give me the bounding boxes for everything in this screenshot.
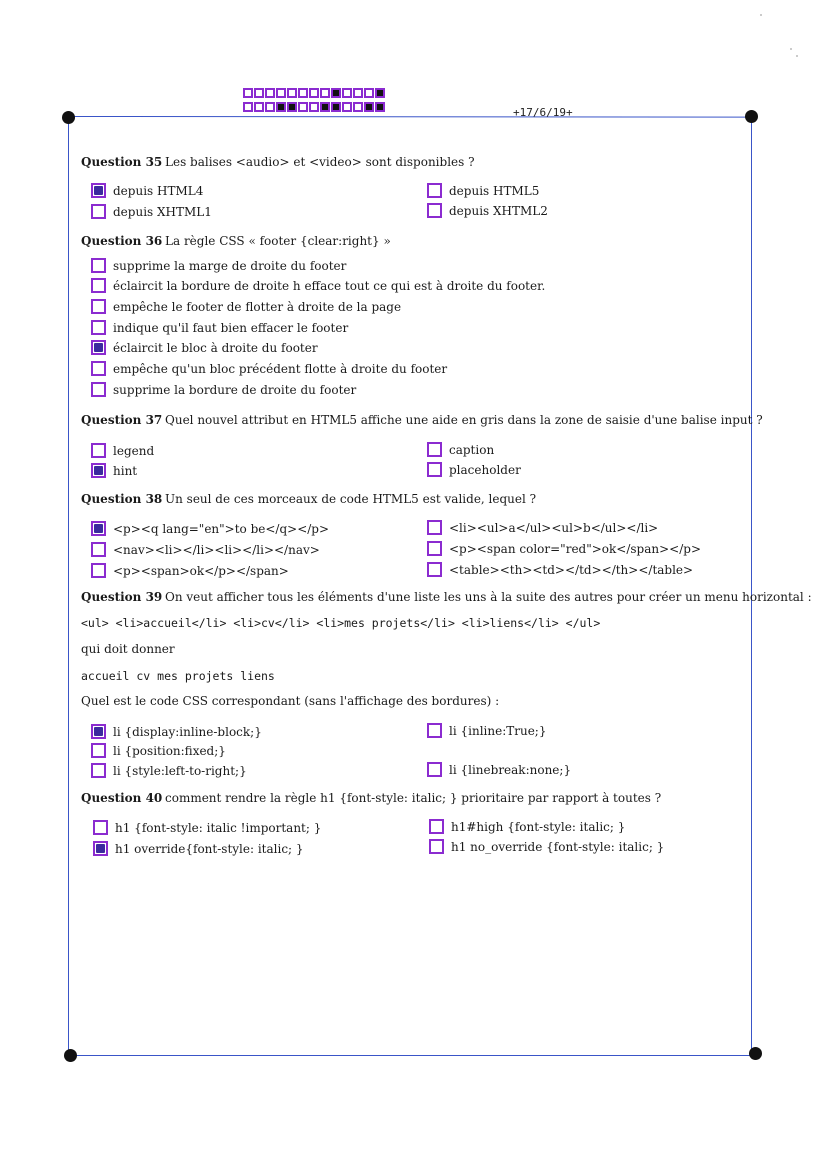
q38-option-4[interactable]: [427, 541, 701, 556]
option-label: depuis XHTML1: [113, 204, 212, 219]
id-code-row-2: [243, 102, 385, 112]
option-label: <p><span color="red">ok</span></p>: [449, 541, 701, 556]
id-code-box: [276, 88, 286, 98]
option-label: depuis XHTML2: [449, 203, 548, 218]
q35-option-1[interactable]: [91, 183, 203, 198]
checkbox[interactable]: [91, 204, 106, 219]
frame-right: [751, 117, 752, 1055]
id-code-box: [265, 88, 275, 98]
option-label: éclaircit le bloc à droite du footer: [113, 340, 318, 355]
q38-option-5[interactable]: [91, 563, 289, 578]
checkbox[interactable]: [427, 183, 442, 198]
id-code-box: [287, 88, 297, 98]
q40-option-3[interactable]: [93, 841, 304, 856]
question-36-heading: [81, 234, 391, 248]
id-code-box: [331, 102, 341, 112]
checkbox[interactable]: [91, 463, 106, 478]
q38-option-6[interactable]: [427, 562, 693, 577]
question-39-heading: [81, 590, 812, 604]
question-38-heading: [81, 492, 536, 506]
question-text: Les balises <audio> et <video> sont disponibles ?: [165, 155, 475, 169]
id-code-box: [320, 88, 330, 98]
id-code-box: [298, 102, 308, 112]
id-code-box: [243, 88, 253, 98]
option-label: empêche le footer de flotter à droite de la page: [113, 299, 402, 314]
question-text: On veut afficher tous les éléments d'une liste les uns à la suite des autres pour créer un menu horizontal :: [165, 590, 812, 604]
id-code-box: [254, 102, 264, 112]
option-label: li {style:left-to-right;}: [113, 763, 247, 778]
q40-option-2[interactable]: [429, 819, 625, 834]
option-label: supprime la bordure de droite du footer: [113, 382, 357, 397]
option-label: éclaircit la bordure de droite h efface tout ce qui est à droite du footer.: [113, 278, 546, 293]
checkbox[interactable]: [427, 541, 442, 556]
option-label: h1 no_override {font-style: italic; }: [451, 839, 665, 854]
q37-option-2[interactable]: [427, 442, 494, 457]
id-code-box: [287, 102, 297, 112]
q35-option-4[interactable]: [427, 203, 548, 218]
option-label: li {position:fixed;}: [113, 743, 226, 758]
checkbox[interactable]: [91, 724, 106, 739]
checkbox[interactable]: [427, 562, 442, 577]
id-code-box: [375, 102, 385, 112]
id-code-box: [353, 102, 363, 112]
q37-option-4[interactable]: [427, 462, 521, 477]
q36-option-1[interactable]: [91, 258, 346, 273]
frame-left: [68, 118, 69, 1056]
frame-bottom: [70, 1055, 756, 1056]
checkbox[interactable]: [91, 299, 106, 314]
question-instruction: Quel est le code CSS correspondant (sans l'affichage des bordures) :: [81, 694, 500, 708]
checkbox[interactable]: [91, 340, 106, 355]
checkbox[interactable]: [91, 320, 106, 335]
id-code-box: [309, 102, 319, 112]
id-code-box: [320, 102, 330, 112]
question-number: Question 35: [81, 155, 163, 169]
option-label: h1 {font-style: italic !important; }: [115, 820, 322, 835]
id-code-box: [342, 102, 352, 112]
scan-speck: [760, 14, 762, 16]
scan-speck: [790, 48, 792, 50]
checkbox[interactable]: [91, 382, 106, 397]
q35-option-2[interactable]: [427, 183, 539, 198]
option-label: empêche qu'un bloc précédent flotte à droite du footer: [113, 361, 448, 376]
question-text: comment rendre la règle h1 {font-style: italic; } prioritaire par rapport à toutes ?: [165, 791, 662, 805]
option-label: indique qu'il faut bien effacer le footer: [113, 320, 349, 335]
checkbox[interactable]: [91, 278, 106, 293]
id-code-box: [375, 88, 385, 98]
corner-mark-bottom-right: [749, 1047, 762, 1060]
corner-mark-top-right: [745, 110, 758, 123]
option-label: h1#high {font-style: italic; }: [451, 819, 626, 834]
id-code-box: [309, 88, 319, 98]
scan-speck: [796, 55, 798, 57]
option-label: placeholder: [449, 462, 521, 477]
option-label: supprime la marge de droite du footer: [113, 258, 347, 273]
checkbox[interactable]: [91, 183, 106, 198]
option-label: <nav><li></li><li></li></nav>: [113, 542, 320, 557]
checkbox[interactable]: [427, 762, 442, 777]
question-instruction: qui doit donner: [81, 642, 175, 656]
checkbox[interactable]: [91, 258, 106, 273]
q38-option-3[interactable]: [91, 542, 320, 557]
checkbox[interactable]: [427, 520, 442, 535]
checkbox[interactable]: [91, 521, 106, 536]
id-code-box: [353, 88, 363, 98]
corner-mark-bottom-left: [64, 1049, 77, 1062]
option-label: legend: [113, 443, 155, 458]
id-code-box: [342, 88, 352, 98]
question-number: Question 38: [81, 492, 163, 506]
checkbox[interactable]: [91, 361, 106, 376]
option-label: li {inline:True;}: [449, 723, 547, 738]
sheet-date: +17/6/19+: [513, 106, 573, 119]
option-label: hint: [113, 463, 138, 478]
q36-option-7[interactable]: [91, 382, 356, 397]
checkbox[interactable]: [427, 203, 442, 218]
option-label: depuis HTML5: [449, 183, 540, 198]
question-37-heading: [81, 413, 763, 427]
option-label: <p><q lang="en">to be</q></p>: [113, 521, 330, 536]
checkbox[interactable]: [91, 542, 106, 557]
id-code-box: [254, 88, 264, 98]
id-code-box: [276, 102, 286, 112]
question-number: Question 37: [81, 413, 163, 427]
q38-option-2[interactable]: [427, 520, 658, 535]
question-text: Un seul de ces morceaux de code HTML5 est valide, lequel ?: [165, 492, 537, 506]
option-label: caption: [449, 442, 495, 457]
checkbox[interactable]: [91, 763, 106, 778]
id-code-box: [265, 102, 275, 112]
question-number: Question 39: [81, 590, 163, 604]
q37-option-1[interactable]: [91, 443, 154, 458]
q40-option-4[interactable]: [429, 839, 664, 854]
question-number: Question 40: [81, 791, 163, 805]
question-text: La règle CSS « footer {clear:right} »: [165, 234, 391, 248]
checkbox[interactable]: [91, 563, 106, 578]
id-code-box: [243, 102, 253, 112]
q36-option-4[interactable]: [91, 320, 348, 335]
id-code-row-1: [243, 88, 385, 98]
option-label: depuis HTML4: [113, 183, 204, 198]
q36-option-5[interactable]: [91, 340, 318, 355]
id-code-box: [364, 102, 374, 112]
q36-option-6[interactable]: [91, 361, 447, 376]
code-result: accueil cv mes projets liens: [81, 669, 275, 683]
id-code-box: [298, 88, 308, 98]
question-number: Question 36: [81, 234, 163, 248]
checkbox[interactable]: [93, 820, 108, 835]
corner-mark-top-left: [62, 111, 75, 124]
q39-option-3[interactable]: [91, 743, 226, 758]
option-label: li {linebreak:none;}: [449, 762, 572, 777]
option-label: <table><th><td></td></th></table>: [449, 562, 694, 577]
q38-option-1[interactable]: [91, 521, 329, 536]
id-code-box: [364, 88, 374, 98]
option-label: li {display:inline-block;}: [113, 724, 262, 739]
q39-option-5[interactable]: [427, 762, 571, 777]
checkbox[interactable]: [427, 442, 442, 457]
q36-option-2[interactable]: [91, 278, 545, 293]
checkbox[interactable]: [429, 819, 444, 834]
q37-option-3[interactable]: [91, 463, 137, 478]
id-code-box: [331, 88, 341, 98]
checkbox[interactable]: [93, 841, 108, 856]
q39-option-1[interactable]: [91, 724, 262, 739]
option-label: h1 override{font-style: italic; }: [115, 841, 304, 856]
frame-top: [68, 116, 752, 118]
option-label: <p><span>ok</p></span>: [113, 563, 289, 578]
q35-option-3[interactable]: [91, 204, 212, 219]
q39-option-4[interactable]: [91, 763, 247, 778]
question-35-heading: [81, 155, 475, 169]
question-text: Quel nouvel attribut en HTML5 affiche une aide en gris dans la zone de saisie d'une balise input ?: [165, 413, 763, 427]
checkbox[interactable]: [91, 743, 106, 758]
q36-option-3[interactable]: [91, 299, 401, 314]
checkbox[interactable]: [91, 443, 106, 458]
checkbox[interactable]: [427, 462, 442, 477]
question-40-heading: [81, 791, 661, 805]
checkbox[interactable]: [427, 723, 442, 738]
q40-option-1[interactable]: [93, 820, 321, 835]
option-label: <li><ul>a</ul><ul>b</ul></li>: [449, 520, 659, 535]
checkbox[interactable]: [429, 839, 444, 854]
code-snippet: <ul> <li>accueil</li> <li>cv</li> <li>mes projets</li> <li>liens</li> </ul>: [81, 616, 601, 630]
q39-option-2[interactable]: [427, 723, 547, 738]
